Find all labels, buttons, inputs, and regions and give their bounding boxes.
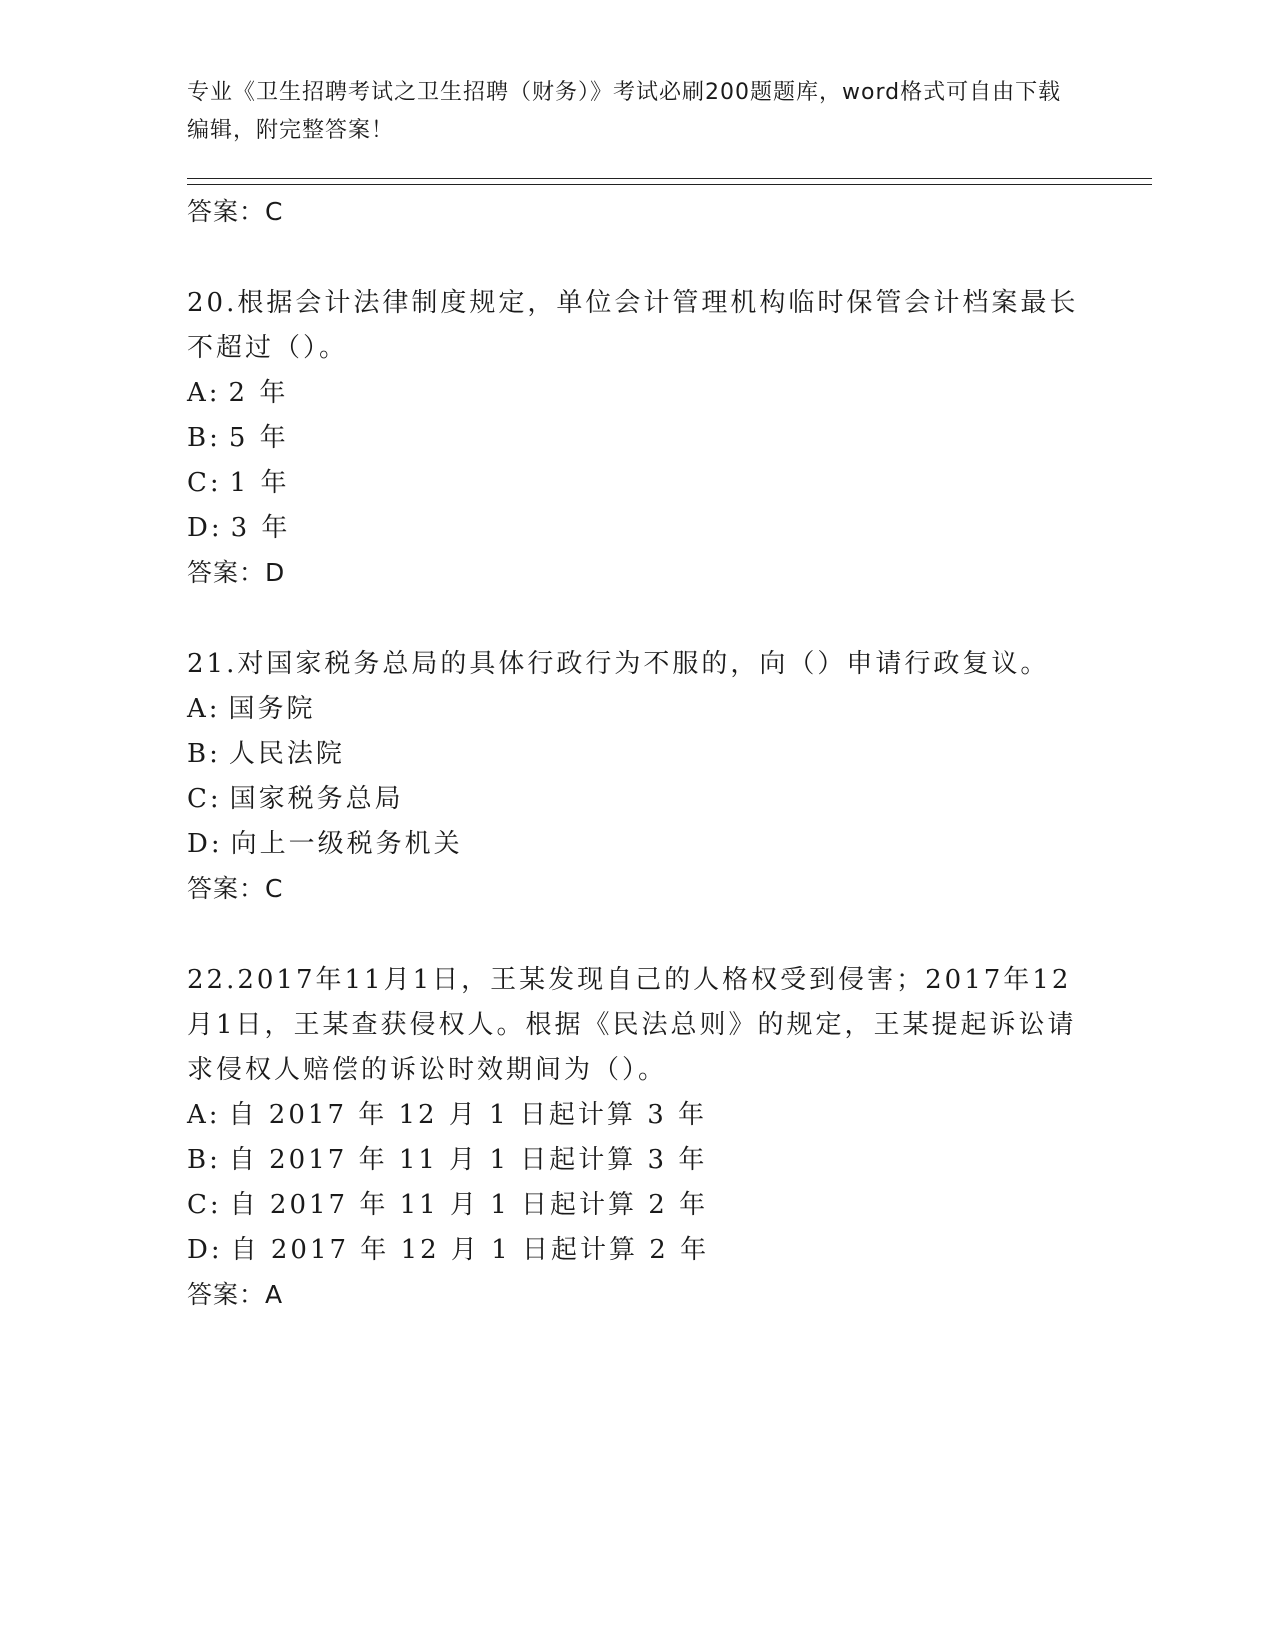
option-letter: C: xyxy=(187,784,222,814)
question-item xyxy=(187,281,1087,595)
header-divider-bottom xyxy=(187,184,1152,185)
header-divider-top xyxy=(187,178,1152,179)
option-c xyxy=(187,461,1087,506)
option-text: 人民法院 xyxy=(228,739,345,769)
option-letter: B: xyxy=(187,423,221,453)
option-text: 1 年 xyxy=(229,468,290,498)
option-a xyxy=(187,1093,1087,1138)
option-c xyxy=(187,777,1087,822)
question-item xyxy=(187,642,1087,911)
question-answer: 答案：D xyxy=(187,558,286,587)
option-text: 国家税务总局 xyxy=(229,784,404,814)
question-item xyxy=(187,958,1087,1317)
document-header: 专业《卫生招聘考试之卫生招聘（财务）》考试必刷200题题库，word格式可自由下载编辑，附完整答案！ xyxy=(187,80,1062,143)
option-text: 5 年 xyxy=(228,423,289,453)
option-d xyxy=(187,506,1087,551)
option-letter: B: xyxy=(187,1145,221,1175)
option-text: 向上一级税务机关 xyxy=(230,829,463,859)
option-d xyxy=(187,822,1087,867)
option-letter: D: xyxy=(187,829,223,859)
previous-answer: 答案：C xyxy=(187,197,284,226)
question-stem: 22.2017年11月1日，王某发现自己的人格权受到侵害；2017年12月1日，王某查获侵权人。根据《民法总则》的规定，王某提起诉讼请求侵权人赔偿的诉讼时效期间为（）。 xyxy=(187,965,1077,1085)
option-text: 3 年 xyxy=(230,513,291,543)
option-text: 自 2017 年 11 月 1 日起计算 2 年 xyxy=(229,1190,709,1220)
option-text: 自 2017 年 11 月 1 日起计算 3 年 xyxy=(228,1145,708,1175)
option-letter: C: xyxy=(187,468,222,498)
question-stem: 21.对国家税务总局的具体行政行为不服的，向（）申请行政复议。 xyxy=(187,649,1050,679)
option-c xyxy=(187,1183,1087,1228)
option-letter: A: xyxy=(187,378,221,408)
option-letter: D: xyxy=(187,1235,223,1265)
option-text: 自 2017 年 12 月 1 日起计算 3 年 xyxy=(228,1100,708,1130)
option-letter: C: xyxy=(187,1190,222,1220)
option-a xyxy=(187,687,1087,732)
option-letter: D: xyxy=(187,513,223,543)
question-answer: 答案：A xyxy=(187,1280,284,1309)
option-text: 2 年 xyxy=(228,378,289,408)
option-text: 自 2017 年 12 月 1 日起计算 2 年 xyxy=(230,1235,710,1265)
option-b xyxy=(187,416,1087,461)
option-text: 国务院 xyxy=(228,694,316,724)
question-stem: 20.根据会计法律制度规定，单位会计管理机构临时保管会计档案最长不超过（）。 xyxy=(187,288,1079,363)
option-letter: A: xyxy=(187,1100,221,1130)
question-list xyxy=(187,190,1087,1317)
option-a xyxy=(187,371,1087,416)
option-letter: A: xyxy=(187,694,221,724)
option-b xyxy=(187,1138,1087,1183)
option-letter: B: xyxy=(187,739,221,769)
option-d xyxy=(187,1228,1087,1273)
question-answer: 答案：C xyxy=(187,874,284,903)
option-b xyxy=(187,732,1087,777)
